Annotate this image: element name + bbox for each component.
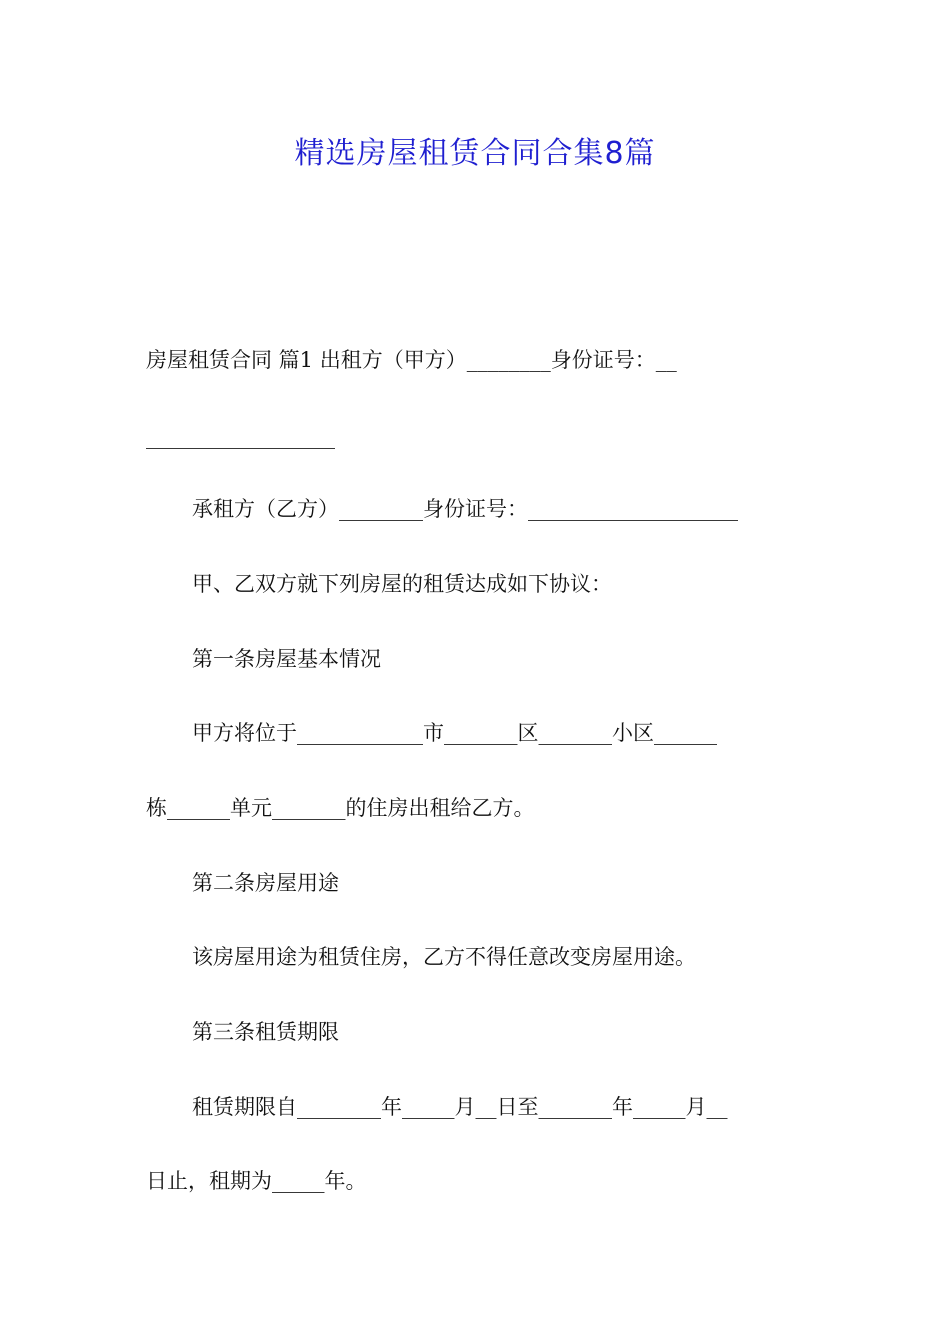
text-line-location: 甲方将位于____________市_______区_______小区______ — [192, 721, 717, 745]
text-line-term: 租赁期限自________年_____月__日至_______年_____月__ — [192, 1095, 728, 1119]
section-heading-3: 第三条租赁期限 — [192, 1020, 339, 1044]
text-line-agreement: 甲、乙双方就下列房屋的租赁达成如下协议： — [192, 572, 612, 596]
section-heading-2: 第二条房屋用途 — [192, 871, 339, 895]
text-line-tenant: 承租方（乙方）________身份证号：____________________ — [192, 497, 738, 521]
contract-heading-line: 房屋租赁合同 篇1 出租方（甲方）________身份证号：__ — [146, 348, 677, 372]
text-line-location-continuation: 栋______单元_______的住房出租给乙方。 — [146, 796, 535, 820]
text-line-usage: 该房屋用途为租赁住房，乙方不得任意改变房屋用途。 — [192, 945, 696, 969]
text-line-term-continuation: 日止，租期为_____年。 — [146, 1169, 367, 1193]
text-line-id-continuation: __________________ — [146, 425, 335, 449]
page-title: 精选房屋租赁合同合集8篇 — [294, 136, 656, 171]
section-heading-1: 第一条房屋基本情况 — [192, 647, 381, 671]
